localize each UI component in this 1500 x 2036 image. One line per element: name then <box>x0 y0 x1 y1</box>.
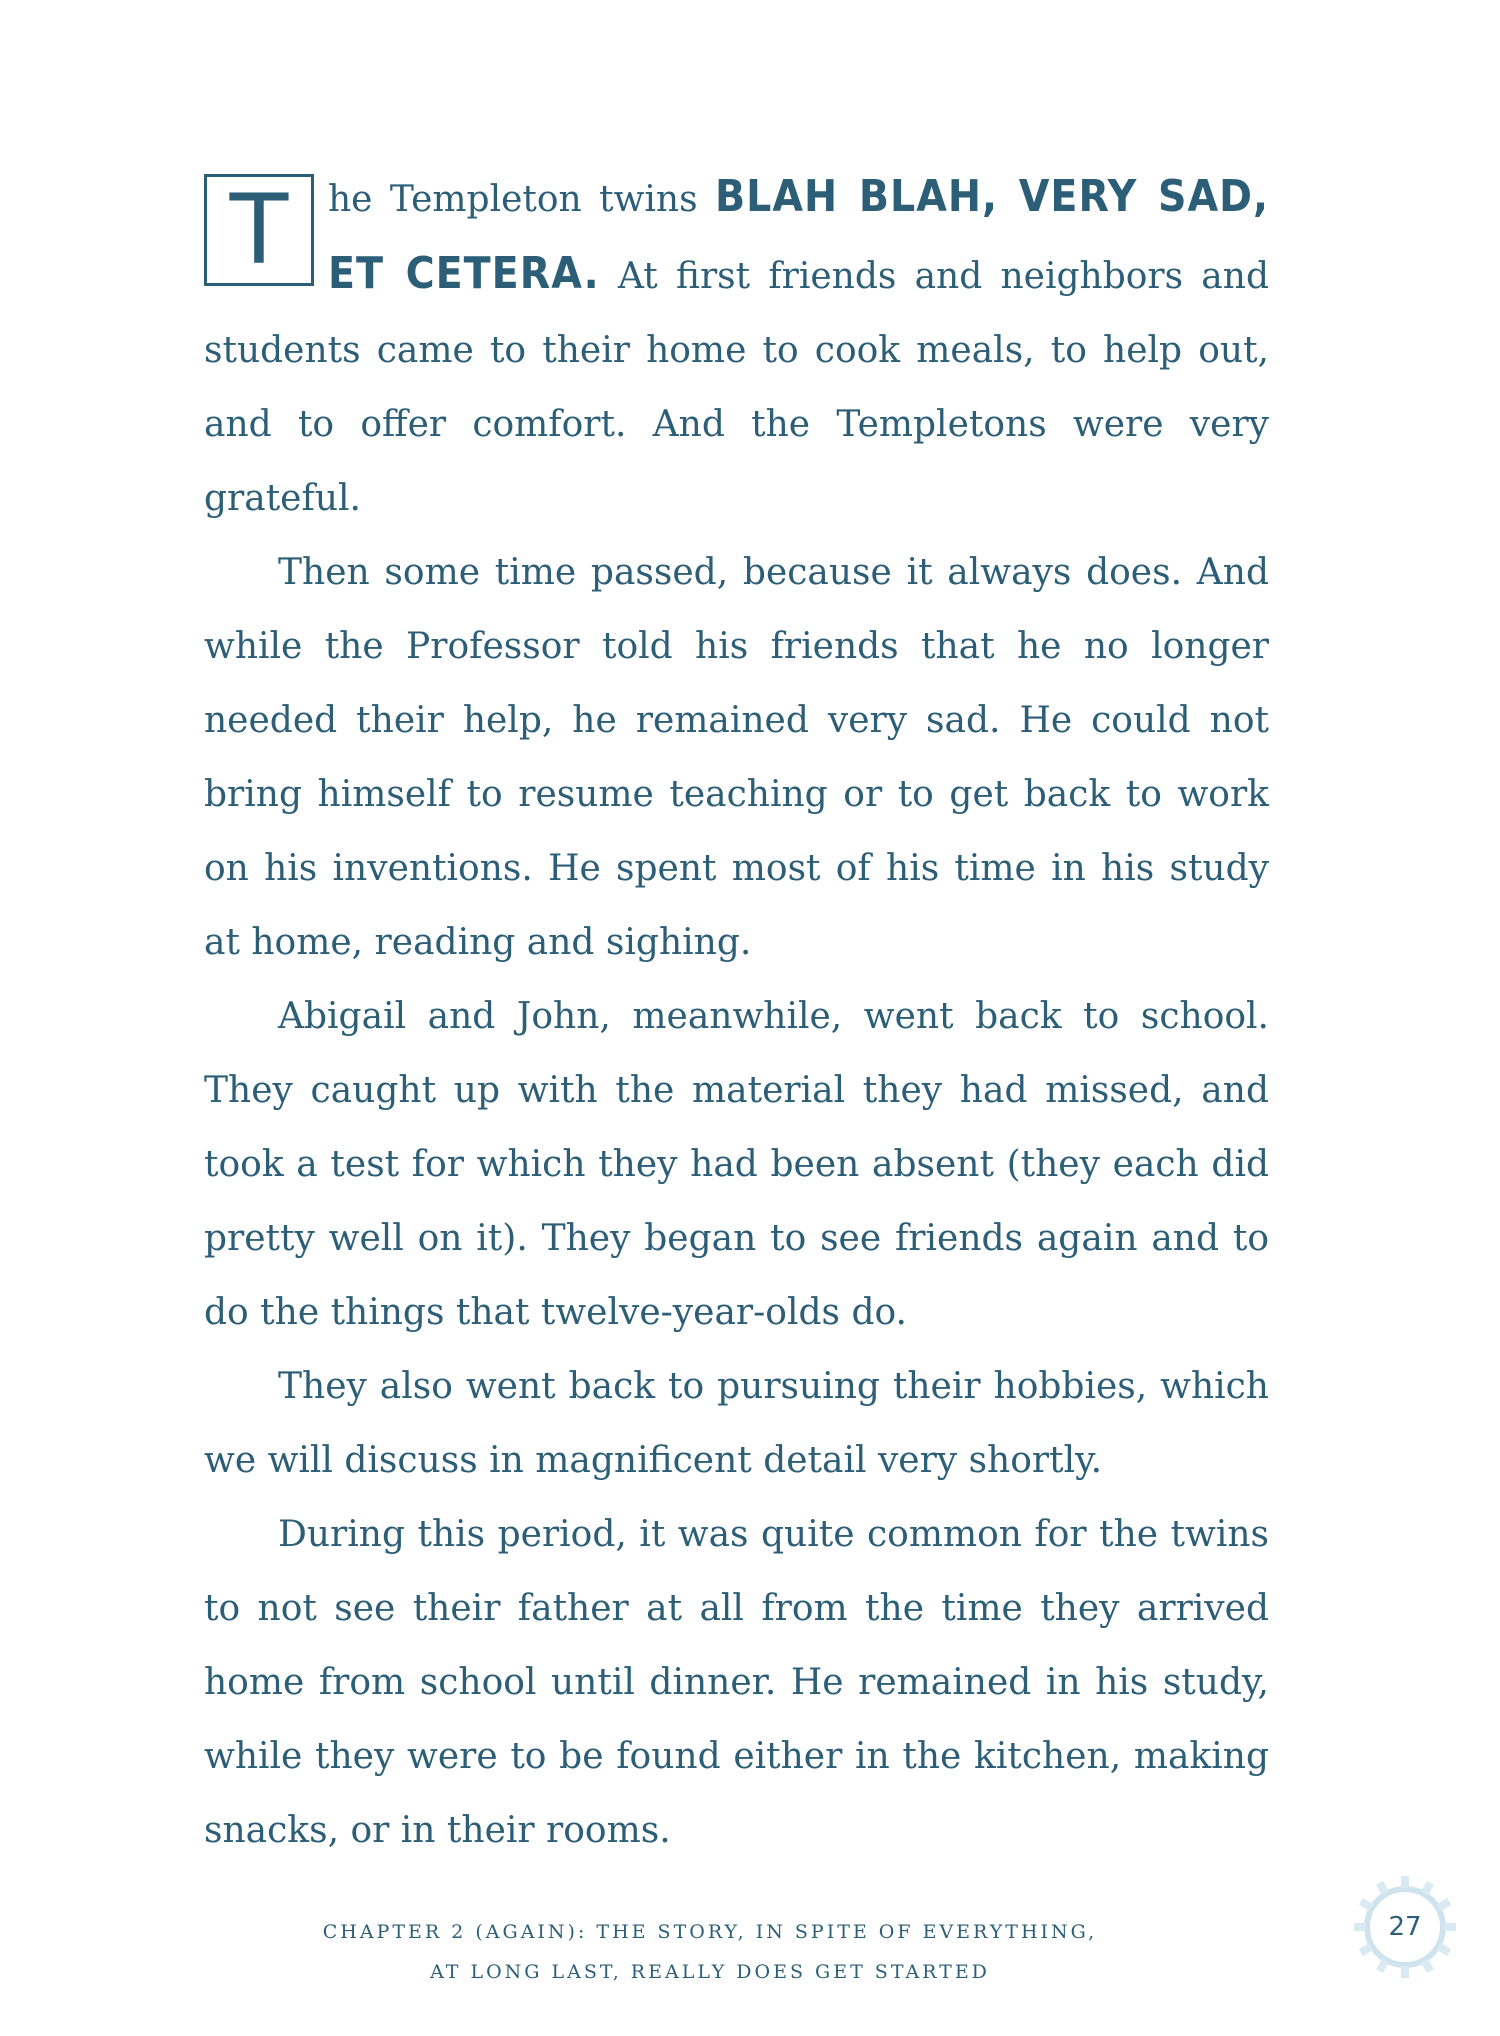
opening-paragraph <box>204 160 1269 536</box>
body-text <box>204 160 1269 1868</box>
page-number-badge <box>1350 1872 1460 1982</box>
paragraph: They also went back to pursuing their hobbies, which we will discuss in magnificent detail very shortly. <box>204 1366 1269 1481</box>
footer-line-2: AT LONG LAST, REALLY DOES GET STARTED <box>430 1961 990 1983</box>
opening-continuation: At first friends and neighbors and students came to their home to cook meals, to help out, and to offer comfort. And the Templetons were very grateful. <box>204 256 1269 519</box>
paragraph: Abigail and John, meanwhile, went back to school. They caught up with the material they had missed, and took a test for which they had been absent (they each did pretty well on it). They began to see friends again and to do the things that twelve-year-olds do. <box>204 996 1269 1333</box>
lead-in-text: he Templeton twins <box>328 179 715 220</box>
footer-line-1: CHAPTER 2 (AGAIN): THE STORY, IN SPITE OF EVERYTHING, <box>322 1921 1098 1943</box>
lead-in-caps: BLAH BLAH, VERY SAD, ET CETERA. <box>328 171 1270 299</box>
paragraph: During this period, it was quite common for the twins to not see their father at all from the time they arrived home from school until dinner. He remained in his study, while they were to be found either in the kitchen, making snacks, or in their rooms. <box>204 1514 1269 1851</box>
paragraph: Then some time passed, because it always does. And while the Professor told his friends that he no longer needed their help, he remained very sad. He could not bring himself to resume teaching or to get back to work on his inventions. He spent most of his time in his study at home, reading and sighing. <box>204 552 1269 963</box>
drop-cap: T <box>204 174 314 286</box>
page-number: 27 <box>1388 1912 1422 1942</box>
running-footer <box>260 1912 1160 1992</box>
